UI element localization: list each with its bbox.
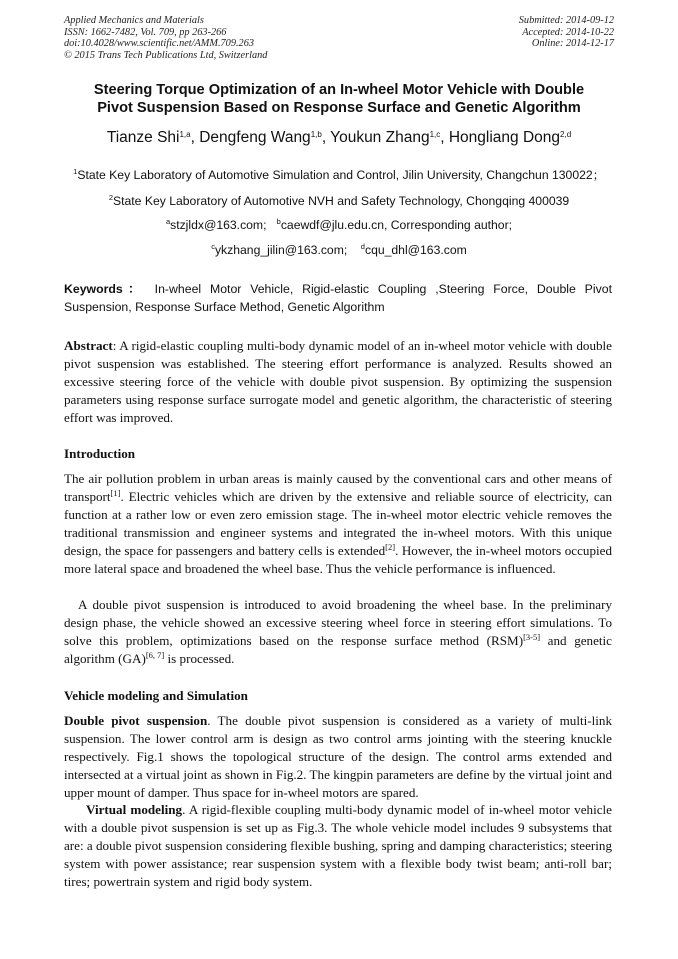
introduction-heading: Introduction [64,446,136,461]
vehicle-modeling-heading: Vehicle modeling and Simulation [64,688,248,703]
abstract-label: Abstract [64,338,113,353]
email-sup: c [211,242,215,251]
affiliation-1 [30,168,648,183]
citation[interactable]: [1] [110,488,121,499]
run-in-heading: Double pivot suspension [64,713,208,728]
abstract-text: : A rigid-elastic coupling multi-body dynamic model of an in-wheel motor vehicle with double pivot suspension was established. The steering effort performance is analyzed. Results showed an excessive steering force of the vehicle with double pivot suspension. By optimizing the suspension parameters using response surface surrogate model and genetic algorithm, the characteristic of steering effort was improved. [64,338,612,426]
aff-sup: 1 [73,167,78,176]
intro-paragraph-2 [64,596,612,668]
email-c[interactable]: ykzhang_jilin@163.com; [214,243,348,257]
author-list [40,128,638,148]
doi-line[interactable]: doi:10.4028/www.scientific.net/AMM.709.263 [64,38,254,50]
author-name: Dengfeng Wang [199,129,311,146]
email-d[interactable]: cqu_dhl@163.com [364,243,467,257]
citation[interactable]: [6, 7] [145,650,165,661]
issn-line: ISSN: 1662-7482, Vol. 709, pp 263-266 [64,26,227,38]
double-pivot-paragraph [64,712,612,802]
para-text: . The double pivot suspension is considered as a variety of multi-link suspension. The lower control arm is design as two control arms jointing with the steering knuckle respectively. Fig.1 shows the topological structure of the design. The control arms extended and intersected at a virtual joint as shown in Fig.2. The kingpin parameters are define by the virtual joint and upper mount of damper. Thus space for in-wheel motors are spared. [64,713,612,801]
title-line-1: Steering Torque Optimization of an In-wheel Motor Vehicle with Double [93,82,585,98]
citation[interactable]: [2] [385,542,396,553]
author-sup: 2,d [560,130,572,139]
accepted-date: Accepted: 2014-10-22 [522,26,614,38]
email-line-2 [30,243,648,258]
copyright-line: © 2015 Trans Tech Publications Ltd, Switzerland [64,49,268,61]
run-in-heading: Virtual modeling [86,802,183,817]
journal-name: Applied Mechanics and Materials [64,15,204,26]
submitted-date: Submitted: 2014-09-12 [518,15,614,26]
journal-info [64,15,267,61]
title-line-2: Pivot Suspension Based on Response Surface and Genetic Algorithm [97,100,581,116]
virtual-modeling-paragraph [64,801,612,891]
abstract [64,337,612,427]
author-sep: , [190,129,200,146]
author-sup: 1,b [310,130,322,139]
para-text: . A rigid-flexible coupling multi-body dynamic model of in-wheel motor vehicle with a double pivot suspension is set up as Fig.3. The whole vehicle model includes 9 subsystems that are: a double pivot suspension considering flexible bushing, spring and damping characteristics; steering system with power assistance; rear suspension system with a flexible body twist beam; anti-roll bar; tires; powertrain system and rigid body system. [64,802,612,890]
email-sup: d [360,242,365,251]
aff-text: State Key Laboratory of Automotive Simulation and Control, Jilin University, Changchun 130022； [77,168,605,182]
aff-text: State Key Laboratory of Automotive NVH and Safety Technology, Chongqing 400039 [112,194,570,208]
author-name: Hongliang Dong [448,129,561,146]
author-sup: 1,a [179,130,191,139]
affiliation-2 [30,194,648,209]
author-name: Youkun Zhang [330,129,430,146]
email-b[interactable]: caewdf@jlu.edu.cn, Corresponding author; [280,218,513,232]
para-text: and genetic algorithm (GA) [64,633,612,667]
keywords-text: In-wheel Motor Vehicle, Rigid-elastic Coupling ,Steering Force, Double Pivot Suspension, Response Surface Method, Genetic Algorithm [64,282,612,314]
keywords-label: Keywords： [64,282,146,296]
paper-title [40,81,638,117]
author-name: Tianze Shi [106,129,180,146]
keywords [64,280,612,316]
intro-paragraph-1 [64,470,612,579]
aff-sup: 2 [108,193,113,202]
submission-dates [519,15,614,50]
author-sep: , [440,129,449,146]
author-sup: 1,c [429,130,441,139]
email-sup: a [165,217,171,226]
para-text: . Electric vehicles which are driven by the extensive and reliable source of electricity, can function at a rather low or even zero emission stage. The in-wheel motor electric vehicle removes the traditional transmission and engineer systems and integrated the in-wheel motors. With this unique design, the space for passengers and battery cells is extended [64,489,612,559]
email-sup: b [276,217,281,226]
author-sep: , [321,129,331,146]
online-date: Online: 2014-12-17 [531,38,614,50]
email-line-1 [30,218,648,233]
para-text: . However, the in-wheel motors occupied more lateral space and broadened the wheel base. Thus the vehicle performance is influenced. [64,543,612,577]
email-a[interactable]: stzjldx@163.com; [170,218,267,232]
para-text: A double pivot suspension is introduced to avoid broadening the wheel base. In the preliminary design phase, the vehicle showed an excessive steering wheel force in steering effort simulations. To solve this problem, optimizations based on the response surface method (RSM) [64,597,612,649]
citation[interactable]: [3-5] [523,632,541,643]
para-text: is processed. [164,651,235,667]
para-text: The air pollution problem in urban areas is mainly caused by the conventional cars and other means of transport [64,471,612,505]
